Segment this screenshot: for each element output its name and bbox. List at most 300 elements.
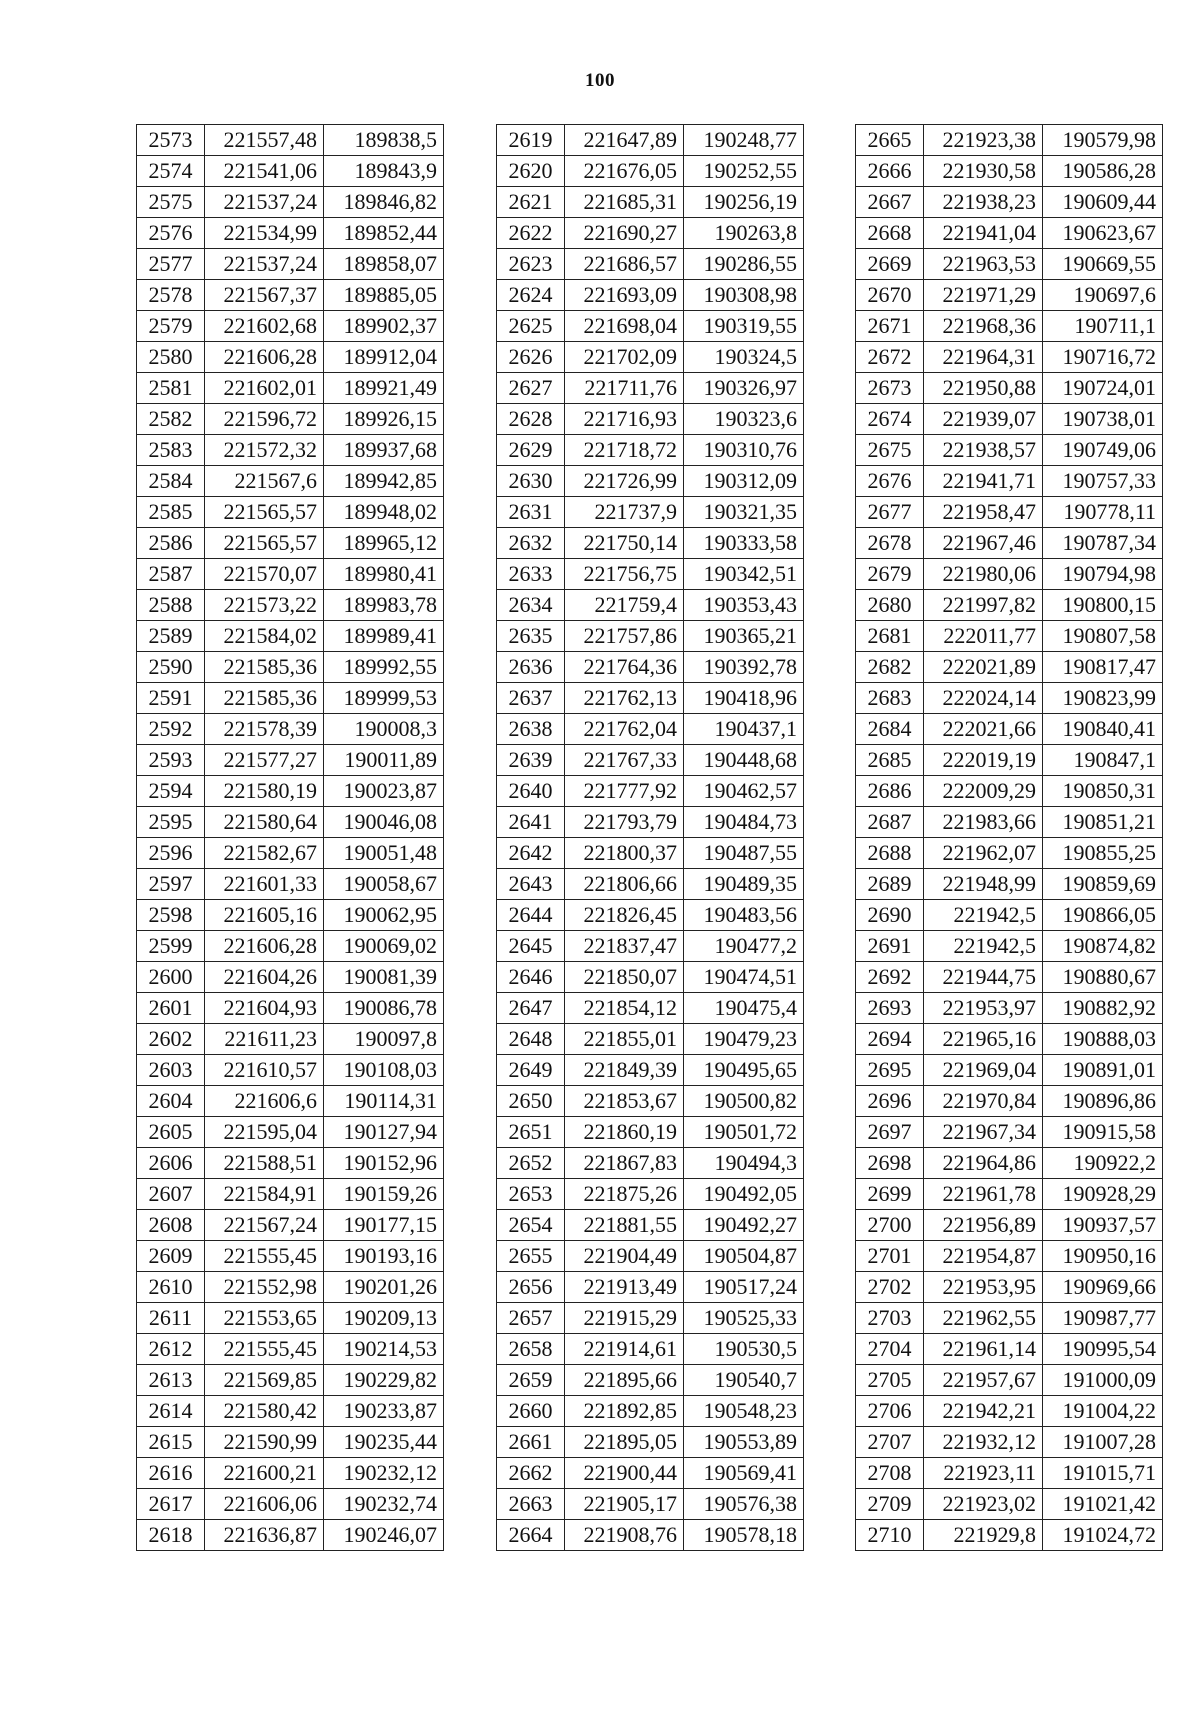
y-coordinate-cell: 190353,43 xyxy=(684,590,804,621)
x-coordinate-cell: 221962,55 xyxy=(924,1303,1043,1334)
y-coordinate-cell: 190896,86 xyxy=(1043,1086,1163,1117)
x-coordinate-cell: 221895,66 xyxy=(565,1365,684,1396)
x-coordinate-cell: 221595,04 xyxy=(205,1117,324,1148)
y-coordinate-cell: 190778,11 xyxy=(1043,497,1163,528)
y-coordinate-cell: 190437,1 xyxy=(684,714,804,745)
x-coordinate-cell: 221941,71 xyxy=(924,466,1043,497)
table-row xyxy=(137,1055,444,1086)
point-number-cell: 2618 xyxy=(137,1520,205,1551)
point-number-cell: 2624 xyxy=(497,280,565,311)
x-coordinate-cell: 221584,02 xyxy=(205,621,324,652)
point-number-cell: 2601 xyxy=(137,993,205,1024)
table-row xyxy=(137,249,444,280)
table-row xyxy=(856,776,1163,807)
point-number-cell: 2695 xyxy=(856,1055,924,1086)
point-number-cell: 2671 xyxy=(856,311,924,342)
table-row xyxy=(137,1148,444,1179)
y-coordinate-cell: 190922,2 xyxy=(1043,1148,1163,1179)
y-coordinate-cell: 190097,8 xyxy=(324,1024,444,1055)
y-coordinate-cell: 190008,3 xyxy=(324,714,444,745)
x-coordinate-cell: 221938,57 xyxy=(924,435,1043,466)
point-number-cell: 2700 xyxy=(856,1210,924,1241)
point-number-cell: 2629 xyxy=(497,435,565,466)
x-coordinate-cell: 221938,23 xyxy=(924,187,1043,218)
table-row xyxy=(137,1427,444,1458)
point-number-cell: 2581 xyxy=(137,373,205,404)
y-coordinate-cell: 189838,5 xyxy=(324,125,444,156)
y-coordinate-cell: 190058,67 xyxy=(324,869,444,900)
table-row xyxy=(137,1210,444,1241)
y-coordinate-cell: 190263,8 xyxy=(684,218,804,249)
table-row xyxy=(497,745,804,776)
table-row xyxy=(137,404,444,435)
y-coordinate-cell: 190969,66 xyxy=(1043,1272,1163,1303)
y-coordinate-cell: 189965,12 xyxy=(324,528,444,559)
x-coordinate-cell: 221750,14 xyxy=(565,528,684,559)
point-number-cell: 2610 xyxy=(137,1272,205,1303)
table-row xyxy=(497,249,804,280)
table-row xyxy=(137,1489,444,1520)
y-coordinate-cell: 190321,35 xyxy=(684,497,804,528)
table-row xyxy=(137,156,444,187)
table-row xyxy=(856,1334,1163,1365)
table-row xyxy=(137,652,444,683)
point-number-cell: 2630 xyxy=(497,466,565,497)
y-coordinate-cell: 190229,82 xyxy=(324,1365,444,1396)
y-coordinate-cell: 189902,37 xyxy=(324,311,444,342)
table-row xyxy=(856,931,1163,962)
y-coordinate-cell: 190201,26 xyxy=(324,1272,444,1303)
table-row xyxy=(856,745,1163,776)
table-row xyxy=(137,621,444,652)
y-coordinate-cell: 190823,99 xyxy=(1043,683,1163,714)
y-coordinate-cell: 189937,68 xyxy=(324,435,444,466)
point-number-cell: 2668 xyxy=(856,218,924,249)
x-coordinate-cell: 221588,51 xyxy=(205,1148,324,1179)
x-coordinate-cell: 221958,47 xyxy=(924,497,1043,528)
table-row xyxy=(137,497,444,528)
table-row xyxy=(497,1086,804,1117)
y-coordinate-cell: 190214,53 xyxy=(324,1334,444,1365)
y-coordinate-cell: 190023,87 xyxy=(324,776,444,807)
table-row xyxy=(497,993,804,1024)
y-coordinate-cell: 190855,25 xyxy=(1043,838,1163,869)
point-number-cell: 2693 xyxy=(856,993,924,1024)
x-coordinate-cell: 221565,57 xyxy=(205,497,324,528)
table-row xyxy=(497,404,804,435)
point-number-cell: 2632 xyxy=(497,528,565,559)
y-coordinate-cell: 190235,44 xyxy=(324,1427,444,1458)
table-row xyxy=(856,249,1163,280)
x-coordinate-cell: 221647,89 xyxy=(565,125,684,156)
table-row xyxy=(856,1117,1163,1148)
x-coordinate-cell: 221585,36 xyxy=(205,683,324,714)
x-coordinate-cell: 221567,24 xyxy=(205,1210,324,1241)
point-number-cell: 2649 xyxy=(497,1055,565,1086)
y-coordinate-cell: 190492,05 xyxy=(684,1179,804,1210)
point-number-cell: 2594 xyxy=(137,776,205,807)
x-coordinate-cell: 221570,07 xyxy=(205,559,324,590)
table-row xyxy=(856,311,1163,342)
x-coordinate-cell: 221693,09 xyxy=(565,280,684,311)
y-coordinate-cell: 190011,89 xyxy=(324,745,444,776)
y-coordinate-cell: 189992,55 xyxy=(324,652,444,683)
x-coordinate-cell: 221826,45 xyxy=(565,900,684,931)
table-row xyxy=(497,1334,804,1365)
table-row xyxy=(497,590,804,621)
point-number-cell: 2621 xyxy=(497,187,565,218)
point-number-cell: 2703 xyxy=(856,1303,924,1334)
point-number-cell: 2665 xyxy=(856,125,924,156)
x-coordinate-cell: 222009,29 xyxy=(924,776,1043,807)
x-coordinate-cell: 221855,01 xyxy=(565,1024,684,1055)
y-coordinate-cell: 190392,78 xyxy=(684,652,804,683)
y-coordinate-cell: 189948,02 xyxy=(324,497,444,528)
point-number-cell: 2673 xyxy=(856,373,924,404)
y-coordinate-cell: 190051,48 xyxy=(324,838,444,869)
x-coordinate-cell: 222019,19 xyxy=(924,745,1043,776)
x-coordinate-cell: 221956,89 xyxy=(924,1210,1043,1241)
table-row xyxy=(497,1303,804,1334)
x-coordinate-cell: 221764,36 xyxy=(565,652,684,683)
y-coordinate-cell: 190711,1 xyxy=(1043,311,1163,342)
point-number-cell: 2654 xyxy=(497,1210,565,1241)
point-number-cell: 2687 xyxy=(856,807,924,838)
y-coordinate-cell: 190246,07 xyxy=(324,1520,444,1551)
point-number-cell: 2587 xyxy=(137,559,205,590)
x-coordinate-cell: 221954,87 xyxy=(924,1241,1043,1272)
table-row xyxy=(497,1055,804,1086)
x-coordinate-cell: 221578,39 xyxy=(205,714,324,745)
point-number-cell: 2682 xyxy=(856,652,924,683)
table-row xyxy=(137,466,444,497)
y-coordinate-cell: 190840,41 xyxy=(1043,714,1163,745)
y-coordinate-cell: 190850,31 xyxy=(1043,776,1163,807)
point-number-cell: 2616 xyxy=(137,1458,205,1489)
point-number-cell: 2691 xyxy=(856,931,924,962)
table-row xyxy=(497,1117,804,1148)
x-coordinate-cell: 221964,31 xyxy=(924,342,1043,373)
y-coordinate-cell: 190787,34 xyxy=(1043,528,1163,559)
y-coordinate-cell: 190540,7 xyxy=(684,1365,804,1396)
x-coordinate-cell: 221853,67 xyxy=(565,1086,684,1117)
y-coordinate-cell: 190501,72 xyxy=(684,1117,804,1148)
x-coordinate-cell: 221585,36 xyxy=(205,652,324,683)
y-coordinate-cell: 190046,08 xyxy=(324,807,444,838)
y-coordinate-cell: 190308,98 xyxy=(684,280,804,311)
x-coordinate-cell: 221610,57 xyxy=(205,1055,324,1086)
x-coordinate-cell: 221942,5 xyxy=(924,900,1043,931)
y-coordinate-cell: 189885,05 xyxy=(324,280,444,311)
x-coordinate-cell: 221580,64 xyxy=(205,807,324,838)
point-number-cell: 2681 xyxy=(856,621,924,652)
point-number-cell: 2710 xyxy=(856,1520,924,1551)
coordinates-table-2 xyxy=(496,124,804,1551)
point-number-cell: 2619 xyxy=(497,125,565,156)
table-row xyxy=(497,311,804,342)
table-row xyxy=(856,342,1163,373)
table-row xyxy=(497,714,804,745)
table-row xyxy=(856,218,1163,249)
x-coordinate-cell: 221569,85 xyxy=(205,1365,324,1396)
point-number-cell: 2598 xyxy=(137,900,205,931)
y-coordinate-cell: 190995,54 xyxy=(1043,1334,1163,1365)
point-number-cell: 2644 xyxy=(497,900,565,931)
x-coordinate-cell: 221895,05 xyxy=(565,1427,684,1458)
x-coordinate-cell: 221584,91 xyxy=(205,1179,324,1210)
table-row xyxy=(497,1024,804,1055)
table-row xyxy=(497,869,804,900)
point-number-cell: 2684 xyxy=(856,714,924,745)
x-coordinate-cell: 221860,19 xyxy=(565,1117,684,1148)
point-number-cell: 2603 xyxy=(137,1055,205,1086)
table-row xyxy=(856,1241,1163,1272)
table-row xyxy=(856,900,1163,931)
point-number-cell: 2583 xyxy=(137,435,205,466)
point-number-cell: 2586 xyxy=(137,528,205,559)
point-number-cell: 2647 xyxy=(497,993,565,1024)
y-coordinate-cell: 189852,44 xyxy=(324,218,444,249)
x-coordinate-cell: 221806,66 xyxy=(565,869,684,900)
table-row xyxy=(137,1086,444,1117)
x-coordinate-cell: 221572,32 xyxy=(205,435,324,466)
table-row xyxy=(856,435,1163,466)
point-number-cell: 2595 xyxy=(137,807,205,838)
x-coordinate-cell: 221604,26 xyxy=(205,962,324,993)
x-coordinate-cell: 221980,06 xyxy=(924,559,1043,590)
table-row xyxy=(497,528,804,559)
x-coordinate-cell: 221582,67 xyxy=(205,838,324,869)
y-coordinate-cell: 190495,65 xyxy=(684,1055,804,1086)
point-number-cell: 2680 xyxy=(856,590,924,621)
y-coordinate-cell: 190286,55 xyxy=(684,249,804,280)
y-coordinate-cell: 190479,23 xyxy=(684,1024,804,1055)
table-row xyxy=(137,280,444,311)
x-coordinate-cell: 221759,4 xyxy=(565,590,684,621)
y-coordinate-cell: 190081,39 xyxy=(324,962,444,993)
x-coordinate-cell: 221892,85 xyxy=(565,1396,684,1427)
point-number-cell: 2613 xyxy=(137,1365,205,1396)
y-coordinate-cell: 190987,77 xyxy=(1043,1303,1163,1334)
y-coordinate-cell: 190324,5 xyxy=(684,342,804,373)
point-number-cell: 2628 xyxy=(497,404,565,435)
table-row xyxy=(137,187,444,218)
x-coordinate-cell: 221915,29 xyxy=(565,1303,684,1334)
point-number-cell: 2686 xyxy=(856,776,924,807)
table-row xyxy=(497,1489,804,1520)
table-row xyxy=(856,869,1163,900)
x-coordinate-cell: 221968,36 xyxy=(924,311,1043,342)
y-coordinate-cell: 190530,5 xyxy=(684,1334,804,1365)
table-row xyxy=(497,559,804,590)
table-row xyxy=(497,1427,804,1458)
y-coordinate-cell: 190847,1 xyxy=(1043,745,1163,776)
y-coordinate-cell: 190757,33 xyxy=(1043,466,1163,497)
table-row xyxy=(856,807,1163,838)
point-number-cell: 2577 xyxy=(137,249,205,280)
point-number-cell: 2656 xyxy=(497,1272,565,1303)
point-number-cell: 2658 xyxy=(497,1334,565,1365)
x-coordinate-cell: 221923,38 xyxy=(924,125,1043,156)
point-number-cell: 2692 xyxy=(856,962,924,993)
table-row xyxy=(137,714,444,745)
table-row xyxy=(856,590,1163,621)
point-number-cell: 2602 xyxy=(137,1024,205,1055)
y-coordinate-cell: 190323,6 xyxy=(684,404,804,435)
y-coordinate-cell: 191004,22 xyxy=(1043,1396,1163,1427)
y-coordinate-cell: 190127,94 xyxy=(324,1117,444,1148)
x-coordinate-cell: 221636,87 xyxy=(205,1520,324,1551)
x-coordinate-cell: 221606,28 xyxy=(205,342,324,373)
y-coordinate-cell: 190882,92 xyxy=(1043,993,1163,1024)
table-row xyxy=(497,900,804,931)
point-number-cell: 2689 xyxy=(856,869,924,900)
table-row xyxy=(856,404,1163,435)
point-number-cell: 2661 xyxy=(497,1427,565,1458)
y-coordinate-cell: 190794,98 xyxy=(1043,559,1163,590)
x-coordinate-cell: 221944,75 xyxy=(924,962,1043,993)
x-coordinate-cell: 221726,99 xyxy=(565,466,684,497)
x-coordinate-cell: 221596,72 xyxy=(205,404,324,435)
y-coordinate-cell: 190310,76 xyxy=(684,435,804,466)
y-coordinate-cell: 190448,68 xyxy=(684,745,804,776)
point-number-cell: 2677 xyxy=(856,497,924,528)
x-coordinate-cell: 221905,17 xyxy=(565,1489,684,1520)
y-coordinate-cell: 190623,67 xyxy=(1043,218,1163,249)
table-row xyxy=(856,962,1163,993)
x-coordinate-cell: 221969,04 xyxy=(924,1055,1043,1086)
y-coordinate-cell: 189980,41 xyxy=(324,559,444,590)
x-coordinate-cell: 221961,78 xyxy=(924,1179,1043,1210)
coordinates-table-1 xyxy=(136,124,444,1551)
table-row xyxy=(856,1489,1163,1520)
x-coordinate-cell: 221904,49 xyxy=(565,1241,684,1272)
x-coordinate-cell: 221908,76 xyxy=(565,1520,684,1551)
table-row xyxy=(137,559,444,590)
point-number-cell: 2579 xyxy=(137,311,205,342)
x-coordinate-cell: 221800,37 xyxy=(565,838,684,869)
table-row xyxy=(856,373,1163,404)
point-number-cell: 2627 xyxy=(497,373,565,404)
point-number-cell: 2675 xyxy=(856,435,924,466)
y-coordinate-cell: 190517,24 xyxy=(684,1272,804,1303)
table-row xyxy=(497,156,804,187)
point-number-cell: 2612 xyxy=(137,1334,205,1365)
point-number-cell: 2683 xyxy=(856,683,924,714)
x-coordinate-cell: 221555,45 xyxy=(205,1241,324,1272)
table-row xyxy=(856,683,1163,714)
point-number-cell: 2653 xyxy=(497,1179,565,1210)
point-number-cell: 2578 xyxy=(137,280,205,311)
y-coordinate-cell: 189983,78 xyxy=(324,590,444,621)
y-coordinate-cell: 190333,58 xyxy=(684,528,804,559)
coordinates-table-3 xyxy=(855,124,1163,1551)
x-coordinate-cell: 221553,65 xyxy=(205,1303,324,1334)
x-coordinate-cell: 221850,07 xyxy=(565,962,684,993)
table-row xyxy=(497,1179,804,1210)
y-coordinate-cell: 190209,13 xyxy=(324,1303,444,1334)
y-coordinate-cell: 189942,85 xyxy=(324,466,444,497)
y-coordinate-cell: 190578,18 xyxy=(684,1520,804,1551)
x-coordinate-cell: 221767,33 xyxy=(565,745,684,776)
point-number-cell: 2635 xyxy=(497,621,565,652)
x-coordinate-cell: 221983,66 xyxy=(924,807,1043,838)
table-row xyxy=(856,125,1163,156)
table-row xyxy=(856,559,1163,590)
table-row xyxy=(856,1148,1163,1179)
y-coordinate-cell: 190252,55 xyxy=(684,156,804,187)
table-row xyxy=(497,435,804,466)
point-number-cell: 2659 xyxy=(497,1365,565,1396)
point-number-cell: 2573 xyxy=(137,125,205,156)
x-coordinate-cell: 221961,14 xyxy=(924,1334,1043,1365)
point-number-cell: 2694 xyxy=(856,1024,924,1055)
table-row xyxy=(497,1241,804,1272)
table-row xyxy=(856,187,1163,218)
y-coordinate-cell: 190069,02 xyxy=(324,931,444,962)
x-coordinate-cell: 221957,67 xyxy=(924,1365,1043,1396)
y-coordinate-cell: 190233,87 xyxy=(324,1396,444,1427)
y-coordinate-cell: 190342,51 xyxy=(684,559,804,590)
point-number-cell: 2607 xyxy=(137,1179,205,1210)
table-row xyxy=(497,342,804,373)
point-number-cell: 2631 xyxy=(497,497,565,528)
x-coordinate-cell: 221537,24 xyxy=(205,187,324,218)
x-coordinate-cell: 221702,09 xyxy=(565,342,684,373)
table-row xyxy=(497,1148,804,1179)
point-number-cell: 2600 xyxy=(137,962,205,993)
table-row xyxy=(137,590,444,621)
point-number-cell: 2609 xyxy=(137,1241,205,1272)
y-coordinate-cell: 190548,23 xyxy=(684,1396,804,1427)
table-row xyxy=(856,1210,1163,1241)
x-coordinate-cell: 221941,04 xyxy=(924,218,1043,249)
x-coordinate-cell: 221967,34 xyxy=(924,1117,1043,1148)
table-row xyxy=(137,776,444,807)
table-row xyxy=(137,745,444,776)
x-coordinate-cell: 221777,92 xyxy=(565,776,684,807)
y-coordinate-cell: 190108,03 xyxy=(324,1055,444,1086)
point-number-cell: 2660 xyxy=(497,1396,565,1427)
table-row xyxy=(137,342,444,373)
y-coordinate-cell: 190256,19 xyxy=(684,187,804,218)
table-row xyxy=(137,900,444,931)
x-coordinate-cell: 221932,12 xyxy=(924,1427,1043,1458)
point-number-cell: 2623 xyxy=(497,249,565,280)
point-number-cell: 2701 xyxy=(856,1241,924,1272)
point-number-cell: 2685 xyxy=(856,745,924,776)
x-coordinate-cell: 221962,07 xyxy=(924,838,1043,869)
y-coordinate-cell: 191000,09 xyxy=(1043,1365,1163,1396)
x-coordinate-cell: 221914,61 xyxy=(565,1334,684,1365)
table-row xyxy=(856,280,1163,311)
x-coordinate-cell: 221604,93 xyxy=(205,993,324,1024)
table-row xyxy=(497,280,804,311)
table-row xyxy=(137,1303,444,1334)
table-row xyxy=(856,1272,1163,1303)
point-number-cell: 2702 xyxy=(856,1272,924,1303)
point-number-cell: 2604 xyxy=(137,1086,205,1117)
point-number-cell: 2651 xyxy=(497,1117,565,1148)
y-coordinate-cell: 190177,15 xyxy=(324,1210,444,1241)
point-number-cell: 2620 xyxy=(497,156,565,187)
point-number-cell: 2582 xyxy=(137,404,205,435)
y-coordinate-cell: 191024,72 xyxy=(1043,1520,1163,1551)
point-number-cell: 2593 xyxy=(137,745,205,776)
point-number-cell: 2615 xyxy=(137,1427,205,1458)
x-coordinate-cell: 221534,99 xyxy=(205,218,324,249)
point-number-cell: 2652 xyxy=(497,1148,565,1179)
